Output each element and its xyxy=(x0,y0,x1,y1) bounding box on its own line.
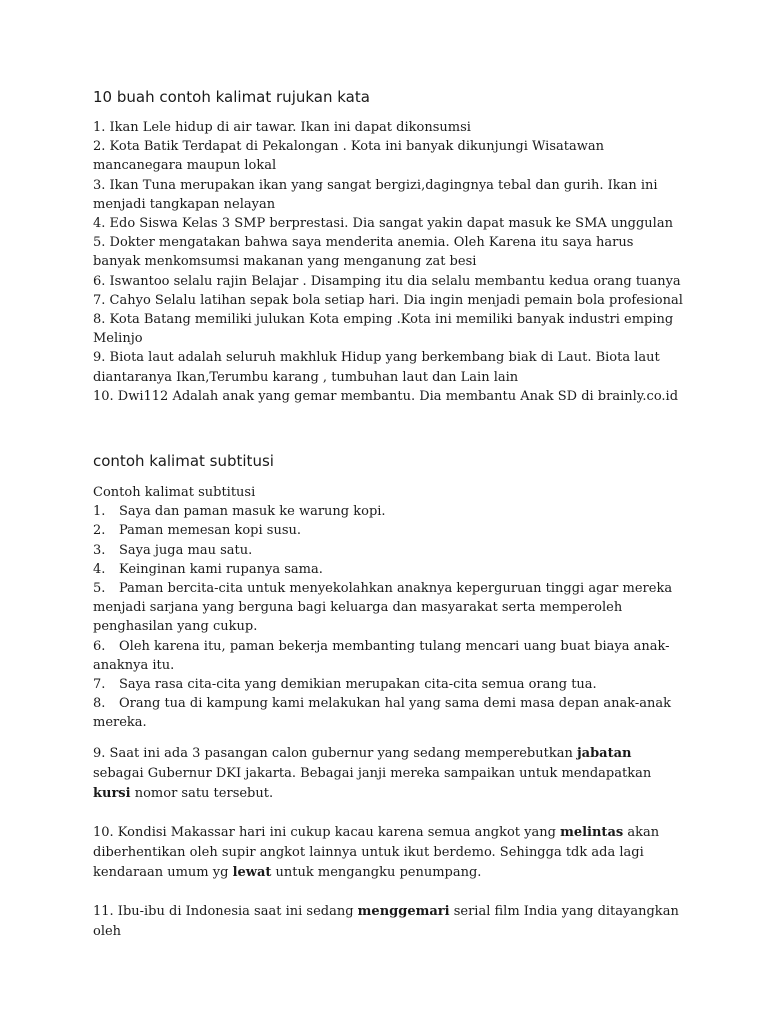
paragraph-text: 11. Ibu-ibu di Indonesia saat ini sedang xyxy=(93,904,358,919)
subtitusi-intro: Contoh kalimat subtitusi xyxy=(93,485,256,500)
paragraph-10 xyxy=(93,823,683,882)
item-text: Paman bercita-cita untuk menyekolahkan anaknya keperguruan tinggi agar mereka menjadi sarjana yang berguna bagi keluarga dan masyarakat serta memperoleh penghasilan yang cukup. xyxy=(93,581,673,635)
rujukan-item: 7. Cahyo Selalu latihan sepak bola setiap hari. Dia ingin menjadi pemain bola profesional xyxy=(93,292,683,308)
subtitusi-list xyxy=(93,483,683,733)
paragraph-11 xyxy=(93,902,683,942)
item-text: Orang tua di kampung kami melakukan hal yang sama demi masa depan anak-anak mereka. xyxy=(93,696,672,731)
paragraph-text: serial film India yang ditayangkan oleh xyxy=(93,904,679,939)
rujukan-item: 9. Biota laut adalah seluruh makhluk Hidup yang berkembang biak di Laut. Biota laut diantaranya Ikan,Terumbu karang , tumbuhan laut dan Lain lain xyxy=(93,350,660,385)
item-number: 2. xyxy=(93,523,106,539)
paragraph-text: nomor satu tersebut. xyxy=(130,785,274,801)
paragraph-text: untuk mengangku penumpang. xyxy=(271,864,482,880)
item-text: Keinginan kami rupanya sama. xyxy=(119,561,323,577)
rujukan-item: 2. Kota Batik Terdapat di Pekalongan . Kota ini banyak dikunjungi Wisatawan mancanegara maupun lokal xyxy=(93,139,604,174)
rujukan-item: 1. Ikan Lele hidup di air tawar. Ikan ini dapat dikonsumsi xyxy=(93,120,471,135)
subtitusi-item xyxy=(93,541,683,560)
item-number: 7. xyxy=(93,677,106,693)
rujukan-item: 5. Dokter mengatakan bahwa saya menderita anemia. Oleh Karena itu saya harus banyak menkomsumsi makanan yang menganung zat besi xyxy=(93,235,634,270)
rujukan-item: 6. Iswantoo selalu rajin Belajar . Disamping itu dia selalu membantu kedua orang tuanya xyxy=(93,273,681,289)
heading-subtitusi: contoh kalimat subtitusi xyxy=(93,452,274,470)
paragraph-text: 10. Kondisi Makassar hari ini cukup kacau karena semua angkot yang xyxy=(93,825,561,840)
subtitusi-item xyxy=(93,502,683,521)
paragraph-text: 9. Saat ini ada 3 pasangan calon gubernur yang sedang memperebutkan xyxy=(93,746,577,761)
subtitusi-item xyxy=(93,560,683,579)
bold-word: melintas xyxy=(560,825,624,840)
subtitusi-item xyxy=(93,637,683,675)
paragraph-text: akan diberhentikan oleh supir angkot lainnya untuk ikut berdemo. Sehingga tdk ada lagi kendaraan umum yg xyxy=(93,825,660,880)
bold-word: lewat xyxy=(232,864,272,880)
rujukan-list xyxy=(93,118,683,406)
item-number: 3. xyxy=(93,542,106,558)
item-number: 5. xyxy=(93,581,106,597)
rujukan-item: 10. Dwi112 Adalah anak yang gemar membantu. Dia membantu Anak SD di brainly.co.id xyxy=(93,388,679,404)
rujukan-item: 3. Ikan Tuna merupakan ikan yang sangat bergizi,dagingnya tebal dan gurih. Ikan ini menjadi tangkapan nelayan xyxy=(93,177,658,212)
item-number: 1. xyxy=(93,504,106,520)
subtitusi-item xyxy=(93,521,683,540)
subtitusi-item xyxy=(93,579,683,637)
bold-word: kursi xyxy=(93,785,131,801)
bold-word: menggemari xyxy=(357,904,450,919)
item-number: 6. xyxy=(93,638,106,654)
item-text: Saya rasa cita-cita yang demikian merupakan cita-cita semua orang tua. xyxy=(119,677,597,693)
rujukan-item: 8. Kota Batang memiliki julukan Kota emping .Kota ini memiliki banyak industri emping Melinjo xyxy=(93,312,674,347)
item-text: Saya dan paman masuk ke warung kopi. xyxy=(119,504,386,520)
bold-word: jabatan xyxy=(576,746,632,761)
item-number: 8. xyxy=(93,696,106,712)
item-text: Paman memesan kopi susu. xyxy=(119,523,301,539)
item-text: Oleh karena itu, paman bekerja membanting tulang mencari uang buat biaya anak-anaknya itu. xyxy=(93,638,670,673)
paragraph-text: sebagai Gubernur DKI jakarta. Bebagai janji mereka sampaikan untuk mendapatkan xyxy=(93,765,652,781)
item-text: Saya juga mau satu. xyxy=(119,542,253,558)
item-number: 4. xyxy=(93,561,106,577)
rujukan-item: 4. Edo Siswa Kelas 3 SMP berprestasi. Dia sangat yakin dapat masuk ke SMA unggulan xyxy=(93,216,673,232)
heading-rujukan: 10 buah contoh kalimat rujukan kata xyxy=(93,88,370,106)
subtitusi-item xyxy=(93,694,683,732)
paragraph-9 xyxy=(93,744,683,803)
subtitusi-item xyxy=(93,675,683,694)
